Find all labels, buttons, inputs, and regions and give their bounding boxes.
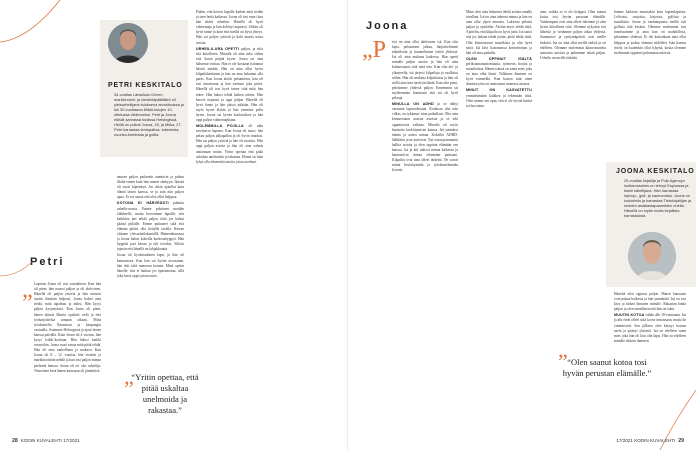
- joona-profile-name: JOONA KESKITALO: [616, 168, 695, 175]
- joona-profile-box: [606, 162, 696, 287]
- subheading-adhd: MINULLA ON ADHD: [392, 102, 434, 107]
- left-page-number: 28: [12, 438, 18, 444]
- right-page-number: 29: [678, 438, 684, 444]
- right-page: [348, 0, 696, 450]
- petri-column-1-text: Lapsena Joona oli tosi sosiaalinen. Kun hän oli pieni, hän nauroi paljon ja oli aktiivinen. Hänellä oli paljon ystäviä ja hän tutustui uusiin ihmisiin helposti. Joona halusi aina tietää, mitä tapahtuu ja miksi. Hän kysyi paljon kysymyksiä. Kun Joona oli pieni, hänen äitinsä Marita opiskeli vielä ja teki tyoharjoittelua samaan aikaan. Minä työskentelin Raaraussa ja kaupungin vastuulla. Asuimme Helsingissä ja ajoin lasten kanssa päivällä. Kuin Joona oli 4 vuotias, hän kysyi leikki-kouluun. Hän halusi kaikki tavaroihin. Joona osasi sanoa mitä pitää tehdä. Hän oli aina rauhallinen ja mukava. Kun Joona oli 8 – 12 -vuotias, hän viestitti ja markkinointiin nähdä ja kun tosi paljon minun perheeni kanssa. Joona oli eri väri urheilija. Viimeinen kesä hänen kanssaan oli jännittävä.: [34, 282, 101, 373]
- left-folio-text: KODIN KUVALEHTI 17/2021: [20, 438, 80, 443]
- petri-column-2c-text: Joona oli hyväntuulinen lapsi, ja hän oli kannustava. Kun hän sai hyvän arvosanan, hän teki siitä numeron kotona. Minä opetin hänelle, että ei haittaa jos epäonnistuu, sillä joka kerta oppii jotain uutta.: [117, 253, 184, 278]
- subheading-oppinut: OLEN OPPINUT ISÄLTÄ: [466, 56, 532, 61]
- petri-profile-bio: 34-vuotias LänsiAuto Driven markkinointi- ja viestintäpäällikkö oli yleisurheilijana tuloksena arvokisoissa ja tuli 30-vuotiaana Mitali-kisojen 10-ottelussa viidenneksi. Petri ja Joona elävät samassa kodissa Helsingissä. Heillä on poikat Joona, 29, ja Miika, 27. Petri harrastaa lentopalloa, tukemista, nuoriso-toimintaa ja golfia.: [114, 92, 184, 137]
- joona-column-2-text: Minä olen aina halunnut tehdä asioita omalla tavallani. Isä on aina tukenut minua ja hän on aina ollut ylpeä minusta. Lukiossa pelasin paljon ja opiskelin. Aloitin myös tehdä töitä. Ajattelin, että kilpailu on hyvä juttu. Isä sanoi että jos haluaa tehdä jotain, pitää tehdä töitä. Olin kiinnostunut musiikista ja olin hyvä siinä. Isä kävi katsomassa konserttejani ja hän oli aina paikalla.: [466, 10, 532, 55]
- subheading-kasvatettu: MINUT ON KASVATETTU: [466, 88, 532, 93]
- right-folio: [616, 438, 684, 444]
- decorative-curve-top-left: [0, 0, 70, 60]
- subheading-molemmilla: MOLEMMILLA POJILLA: [196, 124, 244, 129]
- joona-column-3: [540, 10, 606, 180]
- joona-section-name: Joona: [366, 20, 409, 32]
- joona-column-5b-text: vähän alle 18-vuotiaana. Isä ja äiti eivät olleet siitä kovin innoissaan, mutta he ymmärsivät. Sen jälkeen olen käynyt kotona usein ja pitänyt yhteyttä. Isä on edelleen sama mies joka hän oli kun olin lapsi. Hän on edelleen minulle tärkein ihminen.: [614, 313, 686, 343]
- petri-section-name: Petri: [30, 256, 65, 268]
- subheading-kotona: KOTONA EI HÄRVEÄSTI: [117, 201, 169, 206]
- petri-column-3-text: Päätin, että kerron lapsille kaiken mitä tiedän ja tuen heitä kaikessa. Joona oli tosi nuori kun hän aloitti urheilun. Hänellä oli hyvä valmentaja ja hän kehittyi nopeasti. Silloin oli hyvä tunne ja koin että meillä on hyvä yhteys. Hän sai paljon ystäviä ja koki monia uusia asioita.: [196, 10, 263, 45]
- petri-column-2b-text: puhuttu urheilu-urasta. Emme pohtineet meidän eläkkeelle, mutta kerroimme lapsille, että kaikkien piti tehdä paljon töitä jos halusi päästä pitkälle. Emme puhuneet siitä että elämän pitäisi olla tiettyllä tavalla. Kerran olimme yleisurheilukentällä Hämeenlinnassa ja Joona halusi kokeilla korkeushyppyä. Hän hyppäsi pari kertaa ja tuli toiseksi. Silloin tajusin että hänellä on lahjakkuutta.: [117, 201, 184, 252]
- joona-column-2c-text: ymmärtämään kaikkea ja tekemään töitä. Olen saanut sen opin, että ei ole hyvää hävitä tai luovuttaa.: [466, 93, 532, 108]
- joona-column-3-text: aina, vaikka se ei ole helppoa. Olen saanut kotoa tosi hyvän perustan elämälle. Vanhempani ovat aina olleet tukenani ja olen hyvin kiitollinen siitä. Olemme nykyään tosi läheisiä ja vietämme paljon aikaa yhdessä. Sunnuntai- ja syntymäpäivät ovat meille tärkeitä. Isä on aina ollut meille tärkeä ja on edelleen. Olemme molemmat kiinnostuneita samoista asioista ja puhumme niistä paljon. Urheilu on meille tärkeää.: [540, 10, 606, 60]
- pull-quote-mark-left: „: [124, 364, 134, 389]
- right-folio-text: 17/2021 KODIN KUVALEHTI: [616, 438, 676, 443]
- joona-portrait: [628, 232, 676, 280]
- pull-quote-mark-right: „: [558, 337, 568, 362]
- petri-profile-name: PETRI KESKITALO: [108, 82, 183, 89]
- joona-column-4-text: lemme kaikesta muustakin kuin lapsenlapsista. Leffoista, sarjoista, kirjoista, golfista ja musiikista. Joona ja vanhempansa meillä tuli golfista tätä kesänä. Olemme molemmat tosi innoissamme ja aina kun on mahdollista, pelaamme yhdessä. Ei ole kuitenkaan aina ollut helppoa ja joskus olemme riidelleet. Isän kanssa riitely on kuitenkin ollut lyhyttä, koska olemme molemmat oppineet puhumaan asioista.: [614, 10, 686, 55]
- left-folio: [12, 438, 80, 444]
- pull-quote-left: “Yritin opettaa, että pitää uskaltaa unelmoida ja rakastaa.”: [131, 372, 199, 415]
- subheading-urheilu: URHEILU-URA OPETTI: [196, 46, 240, 51]
- joona-column-2: [466, 10, 532, 440]
- pull-quote-right: “Olen saanut kotoa tosi hyvän perustan elämälle.”: [562, 357, 652, 378]
- petri-column-3c-text: oli aika tarvittavat lapsena. Kun Joona oli nuori, hän pelasi paljon jalkapalloa ja oli hyvin innokas. Hän sai paljon ystäviä ja hän oli suosittu. Hän oppi paljon asioita ja hän oli aina valmis auttamaan muita. Yritin opettaa että pitää uskaltaa unelmoida ja rakastaa. Elämä on liian lyhyt olla tekemättä asioita joista unelmoi.: [196, 124, 263, 164]
- quote-mark-open-petri: „: [22, 277, 33, 303]
- joona-column-5: [614, 292, 686, 352]
- joona-column-4: [614, 10, 686, 160]
- joona-column-1: [392, 40, 458, 440]
- joona-column-2b-text: periksiantamattomuutta, työnteon, hoitoa ja ruoanlaittoa. Hänen isänsä on sama mies joka on aina ollut läsnä. Tällainen ihminen on hyvä esimerkki. Kun katson isää, näen ihmisen joka on onnistunut monessa asiassa.: [466, 61, 532, 87]
- joona-profile-bio: 29-vuotias kirjailija ja Pulp Agencyn luottamusmies on tehnyt Espoossa ja toimii taiteilijana. Hän harrastaa hiphop-, golf- ja saunomista. Joona on koulutettu ja harrastaa Tietokirjailijan ja muiden asiakastapaamisten ohella. Hänellä on myös muita kirjallisia harrastuksia.: [624, 178, 692, 218]
- joona-column-1-text: etri on aina ollut aktiivinen isä. Kun olin lapsi, pelasimme jalkaa, harjoittelimme tekniikoita ja kuuntelimme tyttöä yhdessä. Isä oli aina mukana kaikessa. Hän opetti minulle paljon asioita ja hän oli aina kiinnostunut siitä mitä tein. Kun olin ala- ja yläasteella, isä järjesti kilpailuja ja osallistui niihin. Hän oli mukana kilpailuissa ja hän oli siellä aina kun tarvitsin häntä. Kun olin pieni, pelasimme yhdessä paljon. Ennemmin tai myöhemmin huomasin että isä oli hyvä pelaaja.: [392, 40, 458, 101]
- petri-portrait: [108, 23, 148, 63]
- petri-column-2-text: nauran paljon paikereitt aamuisin ja puhun illalla ennen kuin hän menee sänkyyn. Ikävää oli vuosi kipeäntyä. Jos olisin ajatellut kuin elämä lasten kanssa, se ja sain niin paljon apua. Ei voi sanoa että olisi ollut helppoa.: [117, 175, 184, 200]
- petri-column-3: [196, 10, 263, 440]
- petri-column-3b-text: paljon, ja siitä sitä kiitollinen. Minulla oli aina usko siihen että Joona pärjää hyvin. Joona on aina halunnut voittaa. Hän ei ole koskaan halunnut hävitä mitään. Hän on aina ollut hyvin kilpailuhenkinen ja hän on aina halunnut olla paras. Kun Joona aloitti pelaamisen, hän oli tosi innostunut ja hän treenasi joka päivä. Hänellä oli tosi hyvä tunne siitä mitä hän tekee. Hän halusi tehdä kaiken oikein. Hän kasvoi nopeasti ja oppi paljon. Hänellä oli hyvä kunto ja hän jaksoi pitkään. Hän oli myös hyvin älykäs ja hän ymmärsi pelin hyvin. Joona sai hyvän koulutuksen ja hän oppi paljon valmentajiltaan.: [196, 46, 263, 122]
- petri-column-1: [34, 282, 101, 432]
- joona-column-1b-text: ja se näkyi varmaan lapsuudessani. Koulussa olin utin vilkas, en tykännyt istua paikallani. Olin aina kiinnostunut uusista asioista ja se teki oppimisesta vaikeaa. Minulla oli myös haasteita keskittymisen kanssa. Isä ymmärsi tämän ja auttoi minua. Kokeilin ADHD-lääkkeitä ja ne auttoivat. Nyt osaan paremmin hallita asioita ja olen oppinut elämään sen kanssa. Isä ja äiti tukivat minua kaikessa ja kannustivat minua tekemään parhaani. Kilpailut ovat aina olleet tärkeitä. Ne saivat minut keskittymään ja työskentelemään kovasti.: [392, 102, 458, 173]
- joona-column-5-text: Häneltä olen oppinut paljon. Hänen kanssaan voin puhua kaikesta ja hän ymmärtää. Isä on tosi kiva ja tärkeä ihminen minulle. Rakastan häntä paljon ja olen onnellinen että hän on isäni.: [614, 292, 686, 312]
- subheading-muutin: MUUTIN KOTOA: [614, 313, 645, 318]
- petri-profile-box: [100, 20, 188, 157]
- quote-mark-open-joona: „P: [362, 37, 386, 63]
